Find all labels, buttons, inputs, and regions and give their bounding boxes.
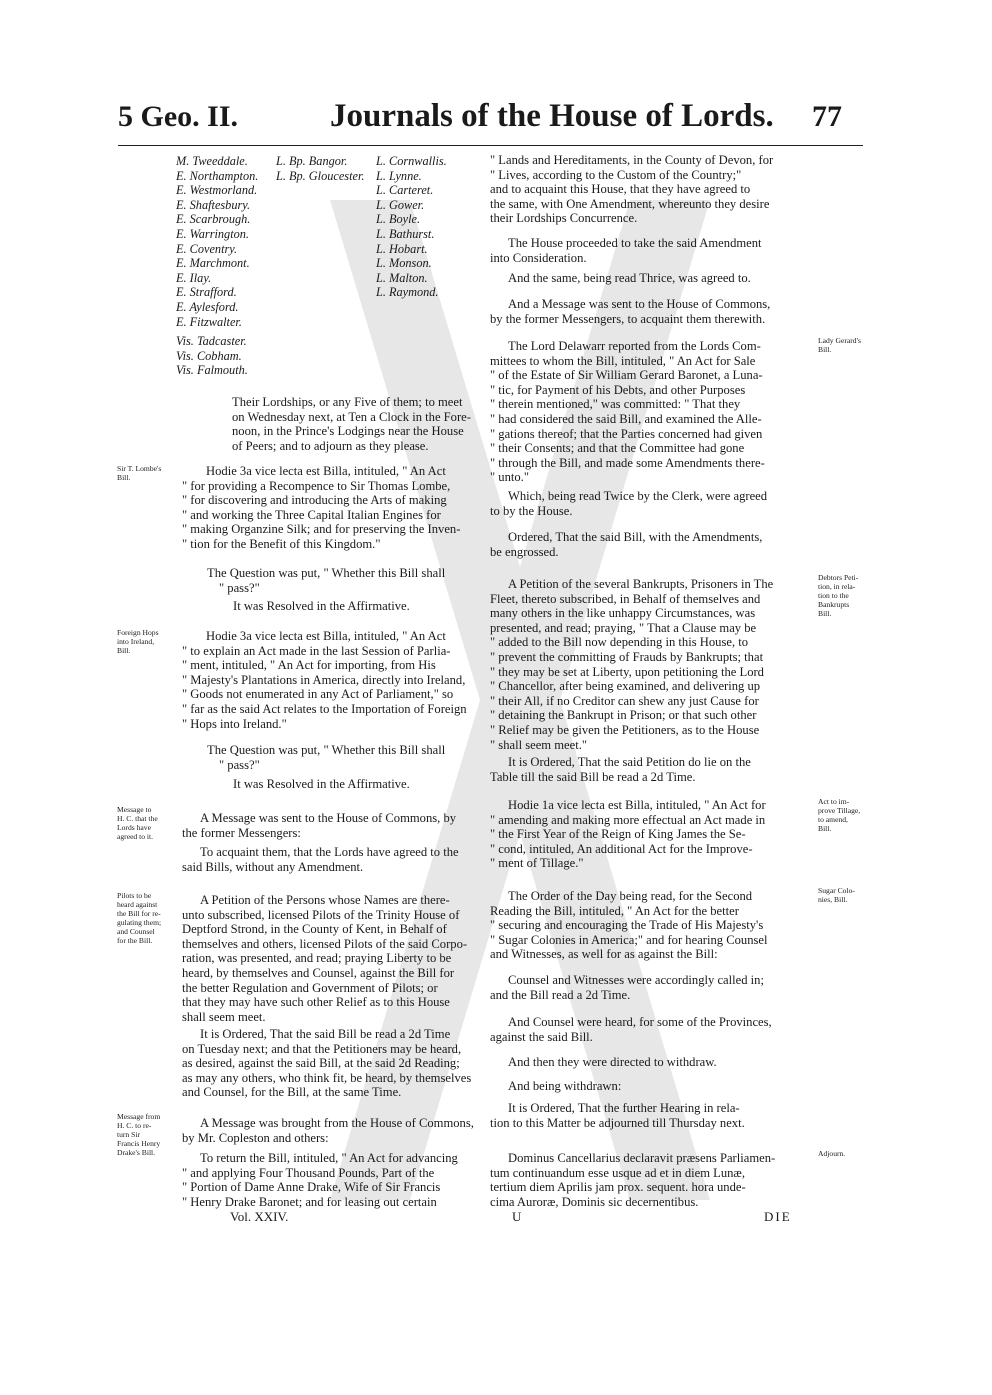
text-line: cima Auroræ, Dominis sic decernentibus. — [490, 1194, 699, 1209]
text-line: tertium diem Aprilis jam prox. sequent. hora unde- — [490, 1180, 746, 1195]
margin-note-line: Francis Henry — [117, 1139, 161, 1148]
lords-list-col3 — [376, 154, 447, 300]
text-line: Which, being read Twice by the Clerk, were agreed — [508, 489, 768, 503]
margin-note-line: Act to im- — [818, 797, 850, 806]
right-paragraph — [490, 1015, 772, 1044]
catchword: DIE — [764, 1209, 792, 1224]
text-line: of Peers; and to adjourn as they please. — [232, 438, 429, 453]
left-paragraph — [182, 1027, 471, 1100]
text-line: " they may be set at Liberty, upon petitioning the Lord — [490, 664, 764, 679]
text-line: Deptford Strond, in the County of Kent, in Behalf of — [182, 922, 447, 937]
lord-name: L. Lynne. — [376, 168, 422, 183]
left-paragraph: It was Resolved in the Affirmative. — [233, 777, 410, 791]
left-paragraph — [182, 893, 467, 1024]
text-line: " Relief may be given the Petitioners, as to the House — [490, 722, 760, 737]
text-line: ration, was presented, and read; praying Liberty to be — [182, 951, 452, 966]
margin-note-line: Message to — [117, 805, 152, 814]
running-head-title: Journals of the House of Lords. — [330, 98, 774, 134]
margin-note-line: Bill. — [818, 345, 832, 354]
text-line: Hodie 1a vice lecta est Billa, intituled, " An Act for — [508, 798, 766, 812]
margin-note-line: Foreign Hops — [117, 628, 159, 637]
text-line: that they may have such other Relief as to this House — [182, 995, 450, 1010]
right-paragraph — [490, 973, 764, 1002]
lord-name: L. Malton. — [376, 270, 428, 285]
running-head-left: 5 Geo. II. — [118, 100, 238, 133]
text-line: on Tuesday next; and that the Petitioners may be heard, — [182, 1041, 462, 1056]
text-line: " cond, intituled, An additional Act for the Improve- — [490, 841, 753, 856]
text-line: " Hops into Ireland." — [182, 716, 287, 731]
text-line: A Message was brought from the House of Commons, — [200, 1116, 474, 1130]
margin-note-line: tion, in rela- — [818, 582, 856, 591]
right-paragraph — [490, 530, 762, 559]
right-paragraph — [490, 1101, 745, 1130]
text-line: The Question was put, " Whether this Bill shall — [207, 743, 446, 757]
right-paragraph — [490, 153, 773, 226]
text-line: by Mr. Copleston and others: — [182, 1130, 329, 1145]
text-line: " therein mentioned," was committed: " That they — [490, 397, 741, 412]
margin-note-line: turn Sir — [117, 1130, 140, 1139]
lord-name: E. Fitzwalter. — [176, 314, 242, 329]
left-paragraph — [182, 464, 460, 552]
right-paragraph — [490, 1151, 775, 1209]
text-line: and Counsel, for the Bill, at the same Time. — [182, 1085, 402, 1100]
signature-mark: U — [512, 1209, 522, 1224]
margin-note-line: Bill. — [117, 473, 131, 482]
text-line: " for discovering and introducing the Arts of making — [182, 493, 447, 508]
text-line: " for providing a Recompence to Sir Thomas Lombe, — [182, 478, 451, 493]
margin-note-line: Drake's Bill. — [117, 1148, 156, 1157]
left-paragraph — [182, 811, 456, 840]
text-line: presented, and read; praying, " That a Clause may be — [490, 620, 757, 635]
text-line: Their Lordships, or any Five of them; to meet — [232, 395, 463, 409]
text-line: " ment, intituled, " An Act for importing, from His — [182, 658, 436, 673]
lord-name: L. Raymond. — [376, 285, 439, 300]
lord-name: E. Westmorland. — [176, 183, 258, 198]
margin-note-line: the Bill for re- — [117, 909, 161, 918]
text-line: " Sugar Colonies in America;" and for hearing Counsel — [490, 932, 768, 947]
text-line: The Lord Delawarr reported from the Lords Com- — [508, 339, 761, 353]
lord-name: L. Gower. — [376, 197, 425, 212]
margin-note-line: Bill. — [818, 609, 832, 618]
text-line: heard, by themselves and Counsel, against the Bill for — [182, 965, 455, 980]
lord-name: Vis. Tadcaster. — [176, 334, 247, 349]
margin-note — [818, 797, 860, 833]
text-line: A Petition of the Persons whose Names are there- — [200, 893, 450, 907]
right-paragraph — [490, 489, 767, 518]
text-line: " Majesty's Plantations in America, directly into Ireland, — [182, 672, 466, 687]
text-line: " shall seem meet." — [490, 737, 588, 752]
lord-name: E. Strafford. — [176, 285, 237, 300]
text-line: To return the Bill, intituled, " An Act for advancing — [200, 1151, 458, 1165]
right-paragraph: And the same, being read Thrice, was agreed to. — [508, 271, 751, 285]
text-line: and to acquaint this House, that they have agreed to — [490, 182, 751, 197]
text-line: noon, in the Prince's Lodgings near the House — [232, 424, 464, 439]
margin-note-line: into Ireland, — [117, 637, 155, 646]
left-paragraph — [182, 1116, 474, 1145]
text-line: " Lands and Hereditaments, in the County of Devon, for — [490, 153, 774, 167]
text-line: And a Message was sent to the House of Commons, — [508, 297, 771, 311]
margin-note — [117, 805, 158, 841]
margin-note — [818, 573, 858, 618]
left-paragraph — [207, 566, 445, 595]
text-line: the same, with One Amendment, whereunto they desire — [490, 196, 770, 211]
text-line: and the Bill read a 2d Time. — [490, 987, 631, 1002]
left-paragraph — [207, 743, 445, 772]
text-line: " Henry Drake Baronet; and for leasing out certain — [182, 1194, 437, 1209]
text-line: A Message was sent to the House of Commons, by — [200, 811, 457, 825]
text-line: as desired, against the said Bill, at the said 2d Reading; — [182, 1056, 460, 1071]
margin-note — [818, 1149, 845, 1158]
text-line: The House proceeded to take the said Amendment — [508, 236, 762, 250]
lord-name: E. Shaftesbury. — [176, 197, 251, 212]
lord-name: E. Ilay. — [176, 270, 212, 285]
text-line: to by the House. — [490, 503, 573, 518]
margin-note — [818, 336, 861, 354]
lord-name: L. Carteret. — [376, 183, 434, 198]
left-paragraph: It was Resolved in the Affirmative. — [233, 599, 410, 613]
margin-note — [117, 1112, 160, 1157]
text-line: on Wednesday next, at Ten a Clock in the Fore- — [232, 409, 471, 424]
right-paragraph — [490, 339, 765, 485]
text-line: It is Ordered, That the further Hearing in rela- — [508, 1101, 740, 1115]
text-line: Reading the Bill, intituled, " An Act for the better — [490, 903, 739, 918]
margin-note-line: H. C. to re- — [117, 1121, 152, 1130]
lord-name: L. Bathurst. — [376, 226, 435, 241]
lord-name: E. Coventry. — [176, 241, 238, 256]
lord-name: L. Hobart. — [376, 241, 428, 256]
text-line: " through the Bill, and made some Amendments there- — [490, 455, 765, 470]
margin-note-line: Pilots to be — [117, 891, 152, 900]
text-line: Counsel and Witnesses were accordingly called in; — [508, 973, 764, 987]
text-line: the former Messengers: — [182, 825, 301, 840]
text-line: The Order of the Day being read, for the Second — [508, 889, 753, 903]
margin-note-line: Adjourn. — [818, 1149, 846, 1158]
text-line: tum continuandum esse usque ad et in diem Lunæ, — [490, 1165, 745, 1180]
text-line: " gations thereof; that the Parties concerned had given — [490, 426, 763, 441]
text-line: " unto." — [490, 470, 529, 485]
text-line: Table till the said Bill be read a 2d Time. — [490, 769, 696, 784]
margin-note-line: Message from — [117, 1112, 161, 1121]
margin-note — [818, 886, 855, 904]
text-line: " added to the Bill now depending in this House, to — [490, 635, 749, 650]
text-line: Hodie 3a vice lecta est Billa, intituled, " An Act — [206, 629, 446, 643]
text-line: And Counsel were heard, for some of the Provinces, — [508, 1015, 772, 1029]
text-line: " their Consents; and that the Committee had gone — [490, 441, 745, 456]
margin-note-line: Lady Gerard's — [818, 336, 861, 345]
margin-note — [117, 891, 161, 945]
text-line: " securing and encouraging the Trade of His Majesty's — [490, 918, 764, 933]
margin-note-line: Debtors Peti- — [818, 573, 859, 582]
text-line: " making Organzine Silk; and for preserving the Inven- — [182, 522, 461, 537]
text-line: " Portion of Dame Anne Drake, Wife of Sir Francis — [182, 1180, 441, 1195]
page-number: 77 — [812, 100, 842, 133]
lord-name: E. Marchmont. — [176, 256, 250, 271]
text-line: " to explain an Act made in the last Session of Parlia- — [182, 643, 451, 658]
margin-note-line: heard against — [117, 900, 158, 909]
margin-note-line: Bill. — [818, 824, 832, 833]
text-line: To acquaint them, that the Lords have agreed to the — [200, 845, 459, 859]
lord-name: L. Monson. — [376, 256, 432, 271]
right-paragraph — [490, 755, 751, 784]
volume-footer: Vol. XXIV. — [230, 1209, 289, 1224]
text-line: by the former Messengers, to acquaint them therewith. — [490, 311, 766, 326]
text-line: " and applying Four Thousand Pounds, Part of the — [182, 1165, 435, 1180]
margin-note-line: Bill. — [117, 646, 131, 655]
text-line: " ment of Tillage." — [490, 856, 584, 871]
left-paragraph — [232, 395, 471, 453]
text-line: themselves and others, licensed Pilots of the said Corpo- — [182, 936, 468, 951]
text-line: " and working the Three Capital Italian Engines for — [182, 507, 441, 522]
text-line: Fleet, thereto subscribed, in Behalf of themselves and — [490, 591, 761, 606]
text-line: Dominus Cancellarius declaravit præsens Parliamen- — [508, 1151, 776, 1165]
margin-note-line: Bankrupts — [818, 600, 850, 609]
text-line: " Goods not enumerated in any Act of Parliament," so — [182, 687, 454, 702]
text-line: " the First Year of the Reign of King James the Se- — [490, 827, 746, 842]
margin-note-line: for the Bill. — [117, 936, 153, 945]
text-line: be engrossed. — [490, 544, 559, 559]
text-line: as may any others, who think fit, be heard, by themselves — [182, 1070, 472, 1085]
text-line: many others in the like unhappy Circumstances, was — [490, 606, 756, 621]
text-line: " Chancellor, after being examined, and delivering up — [490, 679, 761, 694]
text-line: " prevent the committing of Frauds by Bankrupts; that — [490, 649, 764, 664]
text-line: " detaining the Bankrupt in Prison; or that such other — [490, 708, 757, 723]
text-line: " pass?" — [219, 580, 260, 595]
margin-note-line: tion to the — [818, 591, 849, 600]
text-line: the better Regulation and Government of Pilots; or — [182, 980, 438, 995]
lord-name: L. Bp. Gloucester. — [276, 168, 365, 183]
lord-name: M. Tweeddale. — [176, 154, 248, 168]
right-paragraph — [490, 889, 768, 962]
margin-note-line: Sir T. Lombe's — [117, 464, 162, 473]
text-line: unto subscribed, licensed Pilots of the Trinity House of — [182, 907, 460, 922]
right-paragraph: And then they were directed to withdraw. — [508, 1055, 717, 1069]
margin-note-line: nies, Bill. — [818, 895, 848, 904]
text-line: " of the Estate of Sir William Gerard Baronet, a Luna- — [490, 368, 763, 383]
lord-name: L. Boyle. — [376, 212, 421, 227]
left-paragraph — [182, 845, 459, 874]
margin-note — [117, 628, 159, 655]
lords-list-col2 — [276, 154, 364, 183]
right-paragraph — [490, 798, 766, 871]
text-line: said Bills, without any Amendment. — [182, 859, 364, 874]
text-line: " tion for the Benefit of this Kingdom." — [182, 536, 381, 551]
text-line: shall seem meet. — [182, 1009, 266, 1024]
lord-name: Vis. Falmouth. — [176, 363, 248, 378]
text-line: " their All, if no Creditor can shew any just Cause for — [490, 693, 759, 708]
text-line: against the said Bill. — [490, 1029, 593, 1044]
text-line: A Petition of the several Bankrupts, Prisoners in The — [508, 577, 774, 591]
text-line: Ordered, That the said Bill, with the Amendments, — [508, 530, 763, 544]
text-line: into Consideration. — [490, 250, 587, 265]
lord-name: L. Bp. Bangor. — [276, 154, 348, 168]
text-line: tion to this Matter be adjourned till Thursday next. — [490, 1115, 745, 1130]
text-line: " had considered the said Bill, and examined the Alle- — [490, 411, 762, 426]
lord-name: E. Aylesford. — [176, 299, 239, 314]
text-line: " pass?" — [219, 757, 260, 772]
lord-name: L. Cornwallis. — [376, 154, 447, 168]
left-paragraph — [182, 1151, 458, 1209]
lord-name: E. Northampton. — [176, 168, 259, 183]
right-paragraph — [490, 297, 770, 326]
lord-name: E. Warrington. — [176, 226, 249, 241]
margin-note-line: and Counsel — [117, 927, 155, 936]
margin-note-line: H. C. that the — [117, 814, 158, 823]
margin-note-line: Lords have — [117, 823, 151, 832]
left-paragraph — [182, 629, 467, 731]
margin-note-line: Sugar Colo- — [818, 886, 855, 895]
text-line: It is Ordered, That the said Bill be read a 2d Time — [200, 1027, 451, 1041]
text-line: mittees to whom the Bill, intituled, " An Act for Sale — [490, 353, 756, 368]
lord-name: Vis. Cobham. — [176, 348, 242, 363]
text-line: and Witnesses, as well for as against the Bill: — [490, 947, 718, 962]
right-paragraph — [490, 577, 773, 752]
text-line: " far as the said Act relates to the Importation of Foreign — [182, 701, 467, 716]
text-line: " Lives, according to the Custom of the Country;" — [490, 167, 742, 182]
text-line: " tic, for Payment of his Debts, and other Purposes — [490, 382, 746, 397]
margin-note-line: gulating them; — [117, 918, 162, 927]
margin-note-line: to amend, — [818, 815, 848, 824]
lord-name: E. Scarbrough. — [176, 212, 251, 227]
text-line: The Question was put, " Whether this Bill shall — [207, 566, 446, 580]
margin-note-line: agreed to it. — [117, 832, 154, 841]
text-line: Hodie 3a vice lecta est Billa, intituled, " An Act — [206, 464, 446, 478]
margin-note-line: prove Tillage, — [818, 806, 861, 815]
text-line: " amending and making more effectual an Act made in — [490, 812, 766, 827]
text-line: It is Ordered, That the said Petition do lie on the — [508, 755, 751, 769]
right-paragraph — [490, 236, 762, 265]
margin-note — [117, 464, 161, 482]
text-line: their Lordships Concurrence. — [490, 211, 638, 226]
lords-list-col1 — [176, 154, 258, 378]
right-paragraph: And being withdrawn: — [508, 1079, 622, 1093]
header-rule — [118, 145, 863, 146]
